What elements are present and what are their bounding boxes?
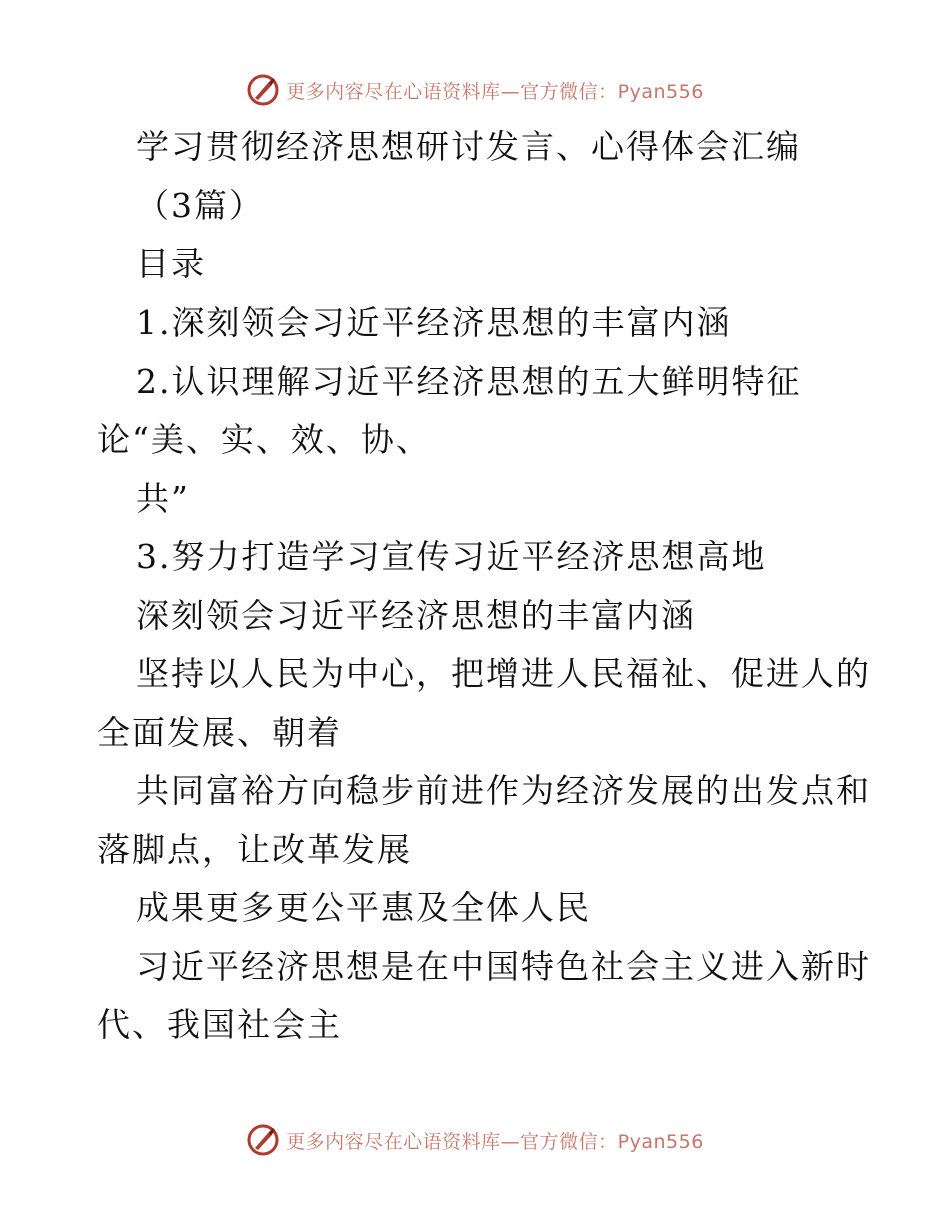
toc-item-2: 2.认识理解习近平经济思想的五大鲜明特征: [136, 362, 802, 401]
document-title: 学习贯彻经济思想研讨发言、心得体会汇编: [136, 127, 801, 166]
paragraph-line: 习近平经济思想是在中国特色社会主义进入新时: [136, 947, 871, 986]
watermark-text: 更多内容尽在心语资料库—官方微信：Pyan556: [286, 1130, 704, 1153]
quill-pen-logo-icon: [246, 1123, 280, 1157]
paragraph-line: 成果更多更公平惠及全体人民: [136, 888, 591, 927]
toc-item-1: 1.深刻领会习近平经济思想的丰富内涵: [136, 303, 732, 342]
footer-watermark: [0, 1120, 950, 1160]
paragraph-line: 落脚点，让改革发展: [97, 830, 412, 869]
paragraph-line: 全面发展、朝着: [97, 713, 342, 752]
document-subtitle: （3篇）: [136, 186, 264, 225]
toc-heading: 目录: [136, 244, 206, 283]
quill-pen-logo-icon: [246, 73, 280, 107]
header-watermark: [0, 70, 950, 110]
section-heading: 深刻领会习近平经济思想的丰富内涵: [136, 596, 696, 635]
paragraph-line: 坚持以人民为中心，把增进人民福祉、促进人的: [136, 654, 871, 693]
toc-item-2-continued: 论“美、实、效、协、: [97, 420, 431, 459]
watermark-text: 更多内容尽在心语资料库—官方微信：Pyan556: [286, 80, 704, 103]
toc-item-3: 3.努力打造学习宣传习近平经济思想高地: [136, 537, 767, 576]
paragraph-line: 共同富裕方向稳步前进作为经济发展的出发点和: [136, 771, 871, 810]
paragraph-line: 代、我国社会主: [97, 1005, 342, 1044]
toc-item-2-continued-end: 共”: [136, 479, 190, 518]
